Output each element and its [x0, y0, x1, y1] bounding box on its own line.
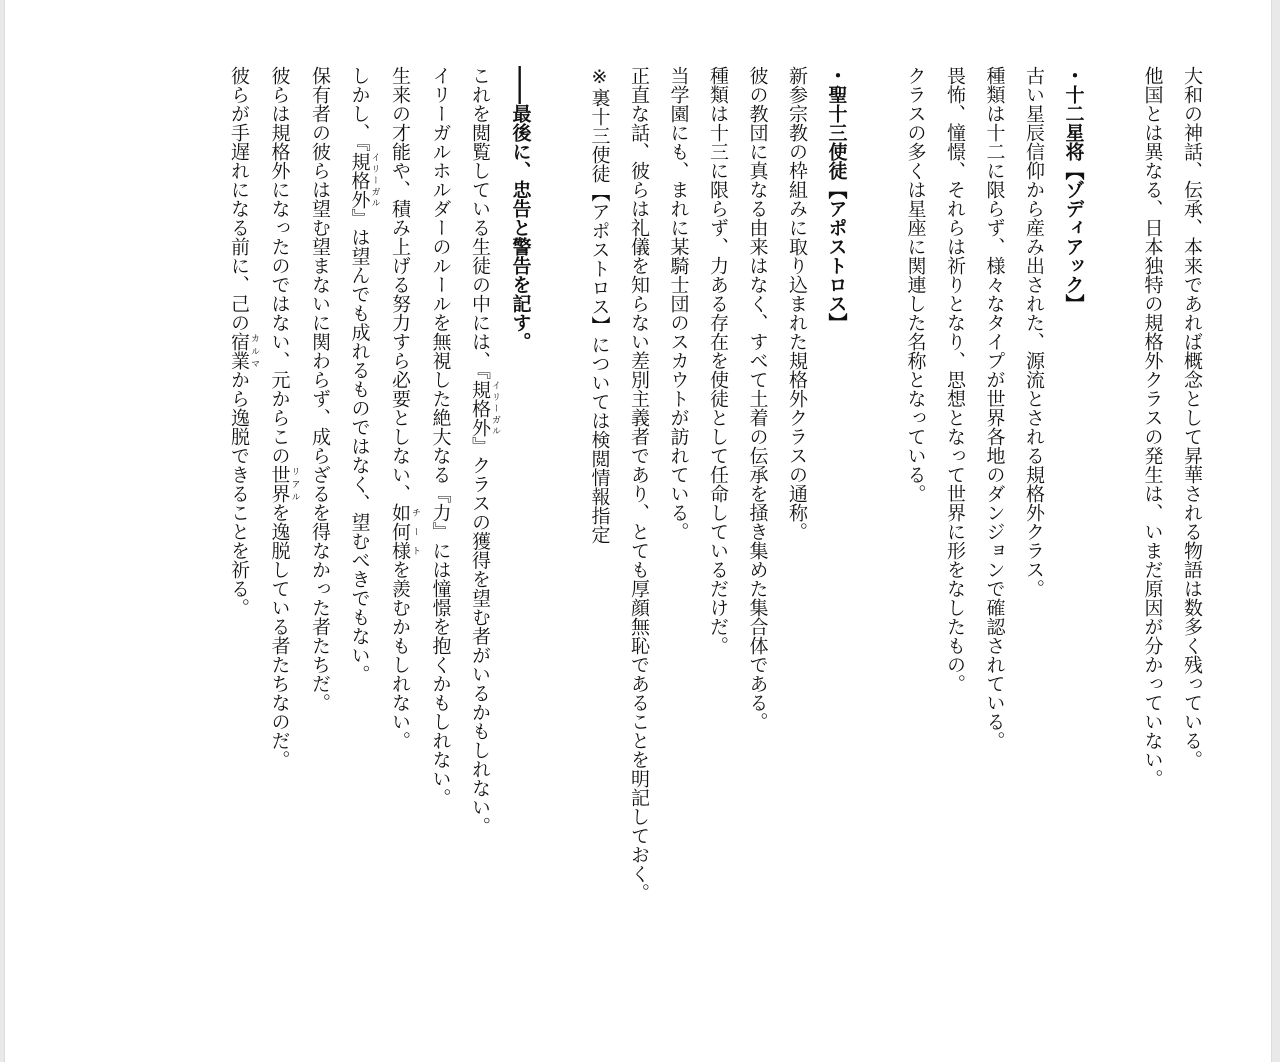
ruby-illegal	[469, 379, 500, 437]
final-line-7-b: から逸脱できることを祈る。	[228, 370, 250, 617]
ruby-cheat	[389, 503, 420, 560]
apostles-heading: ・聖十三使徒【アポストロス】	[825, 66, 848, 332]
final-line-3-b: を羨むかもしれない。	[389, 560, 411, 750]
zodiac-line-2: 種類は十二に限らず、様々なタイプが世界各地のダンジョンで確認されている。	[983, 66, 1006, 750]
apostles-line-5: 正直な話、彼らは礼儀を知らない差別主義者であり、とても厚顔無恥であることを明記しておく。	[628, 66, 650, 902]
ruby-text: カルマ	[249, 332, 259, 370]
ruby-illegal	[348, 151, 380, 209]
final-line-6-b: を逸脱している者たちなのだ。	[268, 503, 291, 769]
final-line-1-b: 』クラスの獲得を望む者がいるかもしれない。	[469, 436, 491, 836]
final-line-7	[219, 66, 260, 966]
document-page	[4, 0, 1272, 1062]
final-line-1-a: これを閲覧している生徒の中には、『	[469, 66, 491, 380]
ruby-base: 宿業	[228, 332, 250, 370]
blank-line	[540, 66, 580, 966]
final-line-2: イリーガルホルダーのルールを無視した絶大なる『力』には憧憬を抱くかもしれない。	[429, 66, 452, 807]
ruby-base: 世界	[268, 465, 291, 503]
zodiac-line-3: 畏怖、憧憬、それらは祈りとなり、思想となって世界に形をなしたもの。	[944, 66, 966, 693]
blank-line	[856, 66, 896, 966]
final-line-4	[339, 66, 380, 966]
apostles-line-3: 種類は十三に限らず、力ある存在を使徒として任命しているだけだ。	[707, 66, 729, 655]
final-line-6-a: 彼らは規格外になったのではない、元からこの	[268, 66, 291, 465]
final-line-1	[460, 66, 501, 966]
ruby-base: 如何様	[389, 503, 411, 560]
intro-line-2: 他国とは異なる、日本独特の規格外クラスの発生は、いまだ原因が分かっていない。	[1141, 66, 1164, 788]
ruby-text: リアル	[289, 465, 300, 503]
zodiac-heading: ・十二星将【ゾディアック】	[1062, 66, 1085, 313]
ruby-base: 規格外	[348, 151, 371, 209]
apostles-line-1: 新参宗教の枠組みに取り込まれた規格外クラスの通称。	[786, 66, 808, 541]
ruby-text: イリーガル	[369, 151, 380, 209]
ruby-real	[268, 465, 300, 503]
apostles-line-6: ※裏十三使徒【アポストロス】については検閲情報指定	[588, 66, 611, 544]
intro-line-1: 大和の神話、伝承、本来であれば概念として昇華される物語は数多く残っている。	[1181, 66, 1203, 769]
final-heading: ――最後に、忠告と警告を記す。	[509, 66, 532, 351]
final-line-5: 保有者の彼らは望む望まないに関わらず、成らざるを得なかった者たちだ。	[309, 66, 331, 712]
final-line-4-a: しかし、『	[348, 66, 371, 152]
ruby-text: イリーガル	[490, 379, 500, 437]
final-line-4-b: 』は望んでも成れるものではなく、望むべきでもない。	[348, 208, 371, 684]
final-line-3-a: 生来の才能や、積み上げる努力すら必要としない、	[389, 66, 411, 503]
zodiac-line-1: 古い星辰信仰から産み出された、源流とされる規格外クラス。	[1023, 66, 1045, 598]
blank-line	[1093, 66, 1133, 966]
apostles-line-2: 彼の教団に真なる由来はなく、すべて土着の伝承を掻き集めた集合体である。	[746, 66, 769, 731]
ruby-base: 規格外	[469, 379, 491, 437]
ruby-text: チート	[410, 503, 420, 560]
ruby-karma	[228, 332, 259, 370]
final-line-7-a: 彼らが手遅れになる前に、己の	[228, 66, 250, 332]
zodiac-line-4: クラスの多くは星座に関連した名称となっている。	[904, 66, 927, 503]
apostles-line-4: 当学園にも、まれに某騎士団のスカウトが訪れている。	[667, 66, 690, 541]
final-line-6	[259, 66, 300, 966]
vertical-text-body	[219, 66, 1212, 966]
final-line-3	[380, 66, 421, 966]
